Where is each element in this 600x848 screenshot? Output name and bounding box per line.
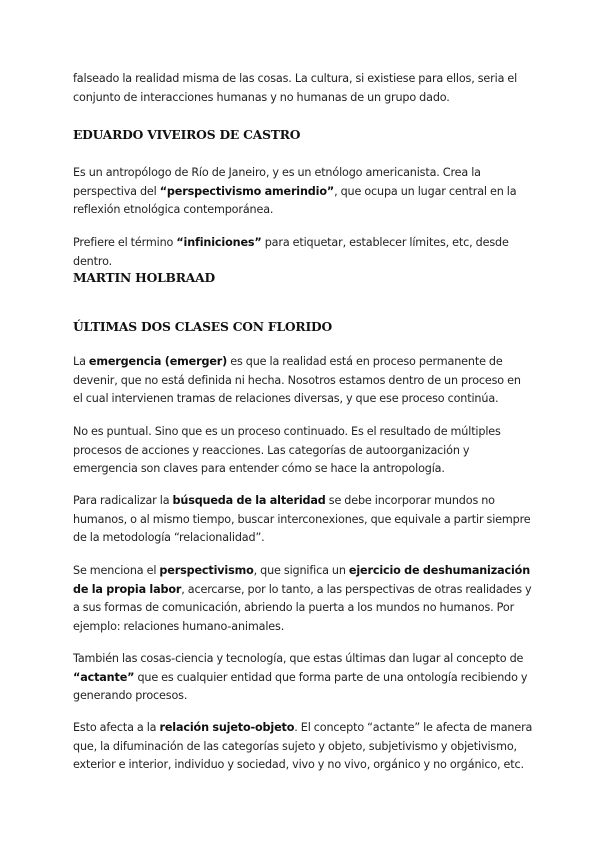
text-run: La bbox=[73, 355, 89, 368]
section-heading: ÚLTIMAS DOS CLASES CON FLORIDO bbox=[73, 319, 332, 334]
text-run: se debe incorporar mundos no humanos, o al mismo tiempo, buscar interconexiones, que equivale a partir siempre de la metodología “relacionalidad”. bbox=[73, 494, 531, 544]
paragraph-text bbox=[73, 234, 533, 271]
paragraph-viveiros-1 bbox=[73, 164, 533, 220]
bold-term: relación sujeto-objeto bbox=[159, 721, 295, 734]
text-run: Es un antropólogo de Río de Janeiro, y es un etnólogo americanista. Crea la perspectiva del bbox=[73, 166, 481, 198]
paragraph-text bbox=[73, 164, 533, 220]
paragraph-puntual bbox=[73, 423, 533, 479]
paragraph-perspectivismo bbox=[73, 562, 533, 636]
bold-term: “actante” bbox=[73, 670, 135, 684]
text-run: Se menciona el bbox=[73, 564, 160, 577]
text-run: para etiquetar, establecer límites, etc, desde dentro. bbox=[73, 236, 509, 268]
paragraph-intro bbox=[73, 70, 533, 107]
paragraph-text bbox=[73, 353, 533, 409]
heading-holbraad bbox=[73, 270, 533, 285]
text-run: Esto afecta a la bbox=[73, 721, 160, 734]
paragraph-text: falseado la realidad misma de las cosas. La cultura, si existiese para ellos, seria el conjunto de interacciones humanas y no humanas de un grupo dado. bbox=[73, 72, 518, 104]
bold-term: perspectivismo bbox=[159, 564, 254, 577]
paragraph-text bbox=[73, 562, 533, 636]
bold-term: “perspectivismo amerindio” bbox=[159, 184, 335, 198]
text-run: . El concepto “actante” le afecta de manera que, la difuminación de las categorías sujeto y objeto, subjetivismo y objetivismo, exterior e interior, individuo y sociedad, vivo y no vivo, orgánico y no orgánico, etc. bbox=[73, 721, 533, 771]
bold-term: emergencia (emerger) bbox=[88, 355, 228, 368]
bold-term: “infiniciones” bbox=[176, 236, 262, 249]
text-run: , que significa un bbox=[253, 564, 349, 577]
text-run: También las cosas-ciencia y tecnología, que estas últimas dan lugar al concepto de bbox=[73, 652, 524, 665]
text-run: que es cualquier entidad que forma parte de una ontología recibiendo y generando procesos. bbox=[73, 670, 528, 702]
bold-term: ejercicio de deshumanización de la propia labor bbox=[73, 564, 531, 596]
text-run: , que ocupa un lugar central en la reflexión etnológica contemporánea. bbox=[73, 184, 517, 216]
paragraph-text: No es puntual. Sino que es un proceso continuado. Es el resultado de múltiples procesos de acciones y reacciones. Las categorías de autoorganización y emergencia son claves para entender cómo se hace la antropología. bbox=[73, 425, 501, 475]
heading-viveiros bbox=[73, 127, 533, 142]
text-run: es que la realidad está en proceso permanente de devenir, que no está definida ni hecha. Nosotros estamos dentro de un proceso en el cual intervienen tramas de relaciones diversas, y que ese proceso continúa. bbox=[73, 355, 521, 405]
text-run: Para radicalizar la bbox=[73, 494, 173, 507]
text-run: Prefiere el término bbox=[73, 236, 177, 249]
section-heading: EDUARDO VIVEIROS DE CASTRO bbox=[73, 127, 301, 142]
section-heading: MARTIN HOLBRAAD bbox=[73, 270, 215, 285]
paragraph-alteridad bbox=[73, 492, 533, 548]
paragraph-emergencia bbox=[73, 353, 533, 409]
paragraph-relacion bbox=[73, 719, 533, 775]
paragraph-actante bbox=[73, 650, 533, 706]
paragraph-text bbox=[73, 650, 533, 706]
heading-ultimas bbox=[73, 319, 533, 334]
bold-term: búsqueda de la alteridad bbox=[172, 494, 326, 507]
paragraph-viveiros-2 bbox=[73, 234, 533, 271]
paragraph-text bbox=[73, 492, 533, 548]
text-run: , acercarse, por lo tanto, a las perspectivas de otras realidades y a sus formas de comunicación, abriendo la puerta a los mundos no humanos. Por ejemplo: relaciones humano-animales. bbox=[73, 582, 532, 633]
paragraph-text bbox=[73, 719, 533, 775]
